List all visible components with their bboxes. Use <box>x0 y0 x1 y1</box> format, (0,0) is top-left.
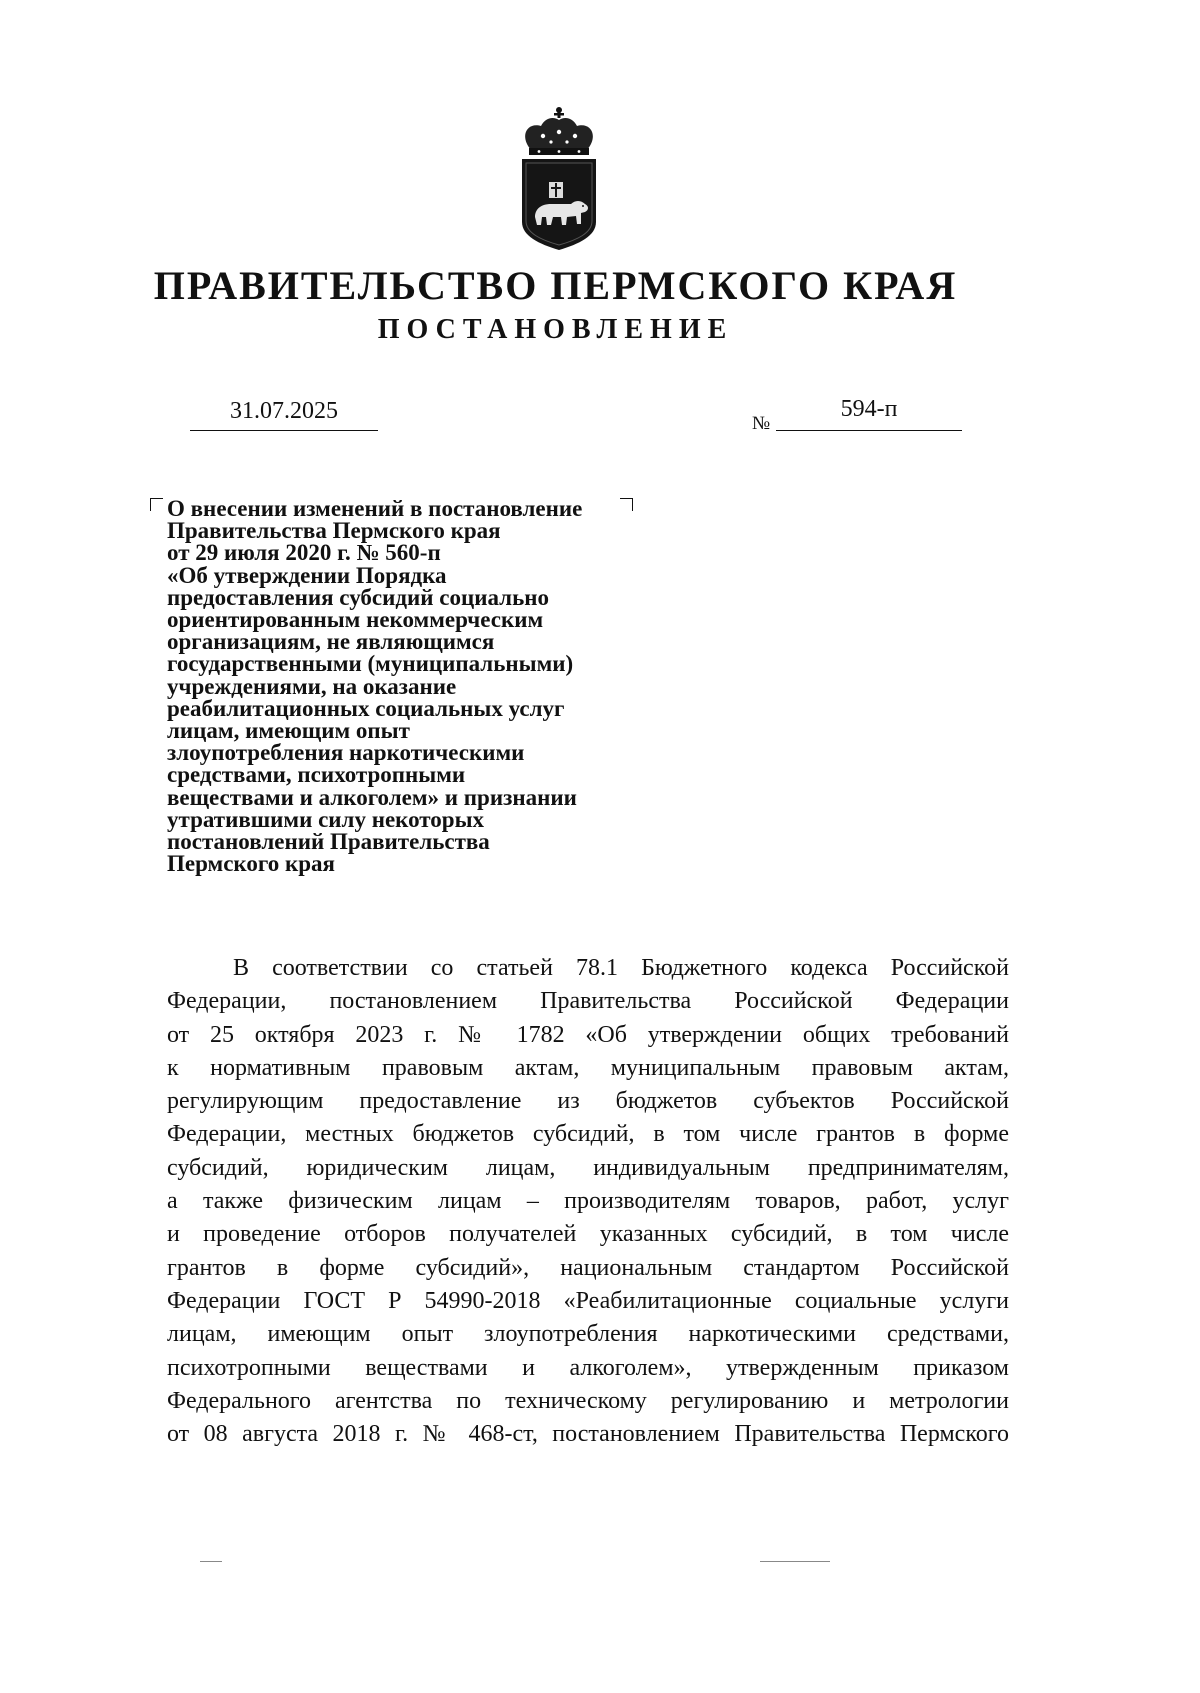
body-line: субсидий, юридическим лицам, индивидуальным предпринимателям, <box>167 1154 1009 1181</box>
subject-corner-left <box>150 498 163 511</box>
subject-line: реабилитационных социальных услуг <box>167 695 565 721</box>
body-line: от 25 октября 2023 г. № 1782 «Об утверждении общих требований <box>167 1021 1009 1048</box>
body-line: от 08 августа 2018 г. № 468-ст, постановлением Правительства Пермского <box>167 1421 1009 1448</box>
number-sign: № <box>752 413 771 434</box>
subject-line: организациям, не являющимся <box>167 629 495 655</box>
body-line: к нормативным правовым актам, муниципальным правовым актам, <box>167 1054 1009 1081</box>
number-underline <box>776 430 962 431</box>
body-line: Федерального агентства по техническому регулированию и метрологии <box>167 1387 1009 1414</box>
document-number: 594-п <box>840 396 898 422</box>
subject-line: Правительства Пермского края <box>167 518 501 544</box>
document-date: 31.07.2025 <box>230 398 338 424</box>
subject-line: О внесении изменений в постановление <box>167 496 583 521</box>
perm-krai-coat-of-arms-icon <box>509 104 609 252</box>
body-line: лицам, имеющим опыт злоупотребления наркотическими средствами, <box>167 1321 1009 1348</box>
body-line: регулирующим предоставление из бюджетов субъектов Российской <box>167 1088 1009 1115</box>
subject-line: злоупотребления наркотическими <box>167 740 525 766</box>
body-paragraph <box>167 952 1009 1451</box>
scan-artifact <box>760 1561 830 1562</box>
organization-title: ПРАВИТЕЛЬСТВО ПЕРМСКОГО КРАЯ <box>153 263 958 308</box>
subject-line: государственными (муниципальными) <box>167 651 574 677</box>
body-line: грантов в форме субсидий», национальным стандартом Российской <box>167 1254 1009 1281</box>
body-line: Федерации, постановлением Правительства Российской Федерации <box>167 988 1009 1015</box>
body-line: Федерации ГОСТ Р 54990-2018 «Реабилитационные социальные услуги <box>167 1287 1009 1314</box>
body-line: и проведение отборов получателей указанных субсидий, в том числе <box>167 1221 1009 1248</box>
body-line: а также физическим лицам – производителям товаров, работ, услуг <box>167 1188 1009 1215</box>
subject-line: ориентированным некоммерческим <box>167 607 544 633</box>
subject-line: утратившими силу некоторых <box>167 806 485 832</box>
subject-line: веществами и алкоголем» и признании <box>167 784 577 810</box>
subject-line: предоставления субсидий социально <box>167 584 549 610</box>
subject-line: лицам, имеющим опыт <box>167 718 410 744</box>
subject-line: средствами, психотропными <box>167 762 466 788</box>
subject-line: от 29 июля 2020 г. № 560-п <box>167 540 441 566</box>
document-subject <box>167 498 637 875</box>
subject-line: Пермского края <box>167 851 335 877</box>
date-underline <box>190 430 378 431</box>
subject-line: постановлений Правительства <box>167 829 490 855</box>
subject-line: учреждениями, на оказание <box>167 673 457 699</box>
body-line: психотропными веществами и алкоголем», утвержденным приказом <box>167 1354 1009 1381</box>
document-type: ПОСТАНОВЛЕНИЕ <box>377 314 734 345</box>
body-line: В соответствии со статьей 78.1 Бюджетного кодекса Российской <box>233 955 1009 981</box>
body-line: Федерации, местных бюджетов субсидий, в том числе грантов в форме <box>167 1121 1009 1148</box>
scan-artifact <box>200 1561 222 1562</box>
subject-line: «Об утверждении Порядка <box>167 562 447 588</box>
